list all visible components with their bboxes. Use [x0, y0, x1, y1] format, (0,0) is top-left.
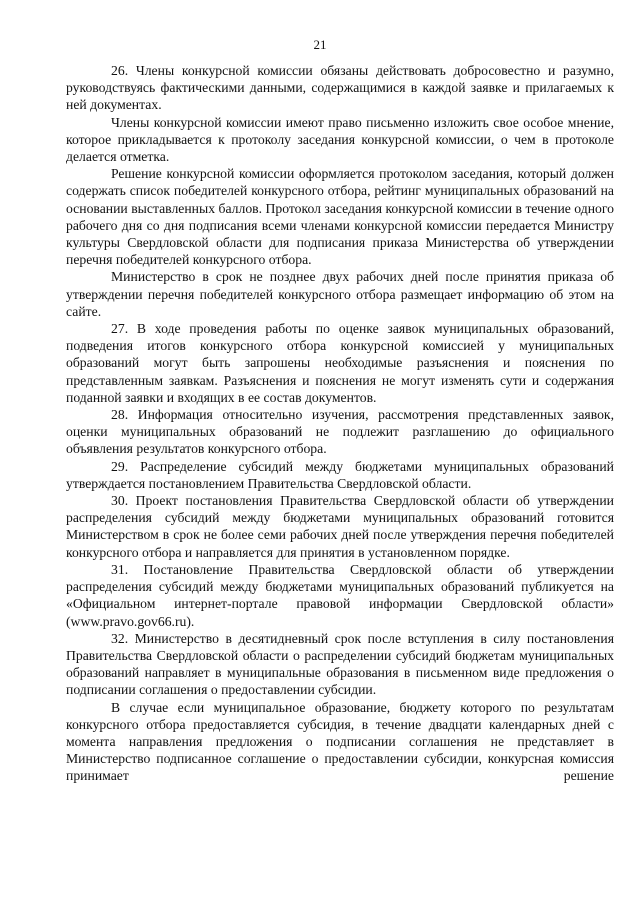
document-body [66, 62, 614, 785]
paragraph-26-publication: Министерство в срок не позднее двух рабочих дней после принятия приказа об утверждении перечня победителей конкурсного отбора размещает информацию об этом на сайте. [66, 269, 614, 319]
paragraph-26: 26. Члены конкурсной комиссии обязаны действовать добросовестно и разумно, руководствуясь фактическими данными, содержащимися в каждой заявке и прилагаемых к ней документах. [66, 63, 614, 113]
paragraph-27: 27. В ходе проведения работы по оценке заявок муниципальных образований, подведения итогов конкурсного отбора конкурсной комиссией у муниципальных образований могут быть запрошены необходимые разъяснения и пояснения по представленным заявкам. Разъяснения и пояснения не могут изменять сути и содержания поданной заявки и входящих в ее состав документов. [66, 321, 614, 405]
page-number: 21 [313, 37, 327, 52]
paragraph-32-refusal: В случае если муниципальное образование, бюджету которого по результатам конкурсного отбора предоставляется субсидия, в течение двадцати календарных дней с момента направления предложения о подписании соглашения не представляет в Министерство подписанное соглашение о предоставлении субсидии, конкурсная комиссия принимает решение [66, 699, 614, 784]
paragraph-28: 28. Информация относительно изучения, рассмотрения представленных заявок, оценки муниципальных образований не подлежит разглашению до официального объявления результатов конкурсного отбора. [66, 407, 614, 457]
paragraph-26-protocol: Решение конкурсной комиссии оформляется протоколом заседания, который должен содержать список победителей конкурсного отбора, рейтинг муниципальных образований на основании выставленных баллов. Протокол заседания конкурсной комиссии в течение одного рабочего дня со дня подписания всеми членами конкурсной комиссии передается Министру культуры Свердловской области для подписания приказа Министерства об утверждении перечня победителей конкурсного отбора. [66, 166, 614, 268]
paragraph-32: 32. Министерство в десятидневный срок после вступления в силу постановления Правительства Свердловской области о распределении субсидий бюджетам муниципальных образований направляет в муниципальные образования в письменном виде предложения о подписании соглашения о предоставлении субсидии. [66, 630, 614, 698]
paragraph-31: 31. Постановление Правительства Свердловской области об утверждении распределения субсидий между бюджетами муниципальных образований публикуется на «Официальном интернет-портале правовой информации Свердловской области» (www.pravo.gov66.ru). [66, 561, 614, 629]
paragraph-26-opinion: Члены конкурсной комиссии имеют право письменно изложить свое особое мнение, которое прикладывается к протоколу заседания конкурсной комиссии, о чем в протоколе делается отметка. [66, 114, 614, 165]
paragraph-30: 30. Проект постановления Правительства Свердловской области об утверждении распределения субсидий между бюджетами муниципальных образований готовится Министерством в срок не более семи рабочих дней после утверждения перечня победителей конкурсного отбора и направляется для принятия в установленном порядке. [66, 493, 614, 560]
paragraph-29: 29. Распределение субсидий между бюджетами муниципальных образований утверждается постановлением Правительства Свердловской области. [66, 458, 614, 491]
